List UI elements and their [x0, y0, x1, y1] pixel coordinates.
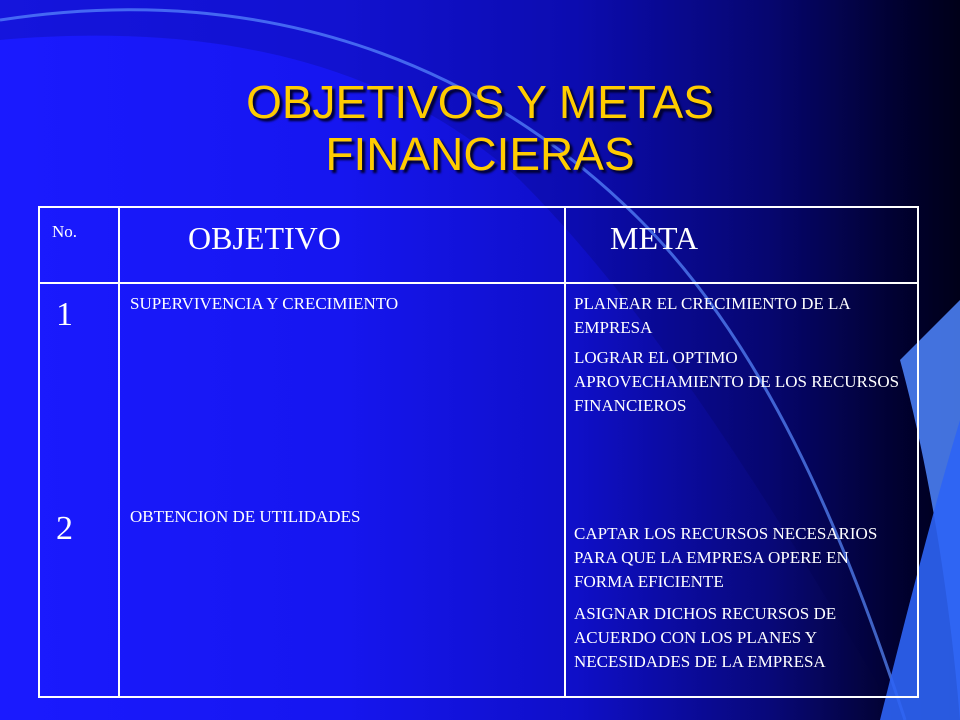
- title-line-1: OBJETIVOS Y METAS: [246, 76, 714, 128]
- header-no: No.: [39, 207, 119, 283]
- title-line-2: FINANCIERAS: [325, 128, 635, 180]
- header-objetivo: OBJETIVO: [119, 207, 565, 283]
- row-number-2: 2: [56, 510, 73, 547]
- objetivo-2: OBTENCION DE UTILIDADES: [130, 507, 361, 526]
- table-body-row: [39, 283, 918, 697]
- objectives-table: [38, 206, 919, 698]
- table-header-row: [39, 207, 918, 283]
- meta-1: PLANEAR EL CRECIMIENTO DE LA EMPRESA: [574, 294, 850, 337]
- objetivos-cell: [119, 283, 565, 697]
- meta-4: ASIGNAR DICHOS RECURSOS DE ACUERDO CON LOS PLANES Y NECESIDADES DE LA EMPRESA: [574, 604, 837, 671]
- header-meta: META: [565, 207, 918, 283]
- slide-title: [180, 76, 780, 180]
- row-number-1: 1: [56, 296, 73, 333]
- meta-2: LOGRAR EL OPTIMO APROVECHAMIENTO DE LOS RECURSOS FINANCIEROS: [574, 348, 900, 415]
- objetivo-1: SUPERVIVENCIA Y CRECIMIENTO: [130, 294, 399, 313]
- meta-3: CAPTAR LOS RECURSOS NECESARIOS PARA QUE LA EMPRESA OPERE EN FORMA EFICIENTE: [574, 524, 878, 591]
- metas-cell: [565, 283, 918, 697]
- numbers-cell: [39, 283, 119, 697]
